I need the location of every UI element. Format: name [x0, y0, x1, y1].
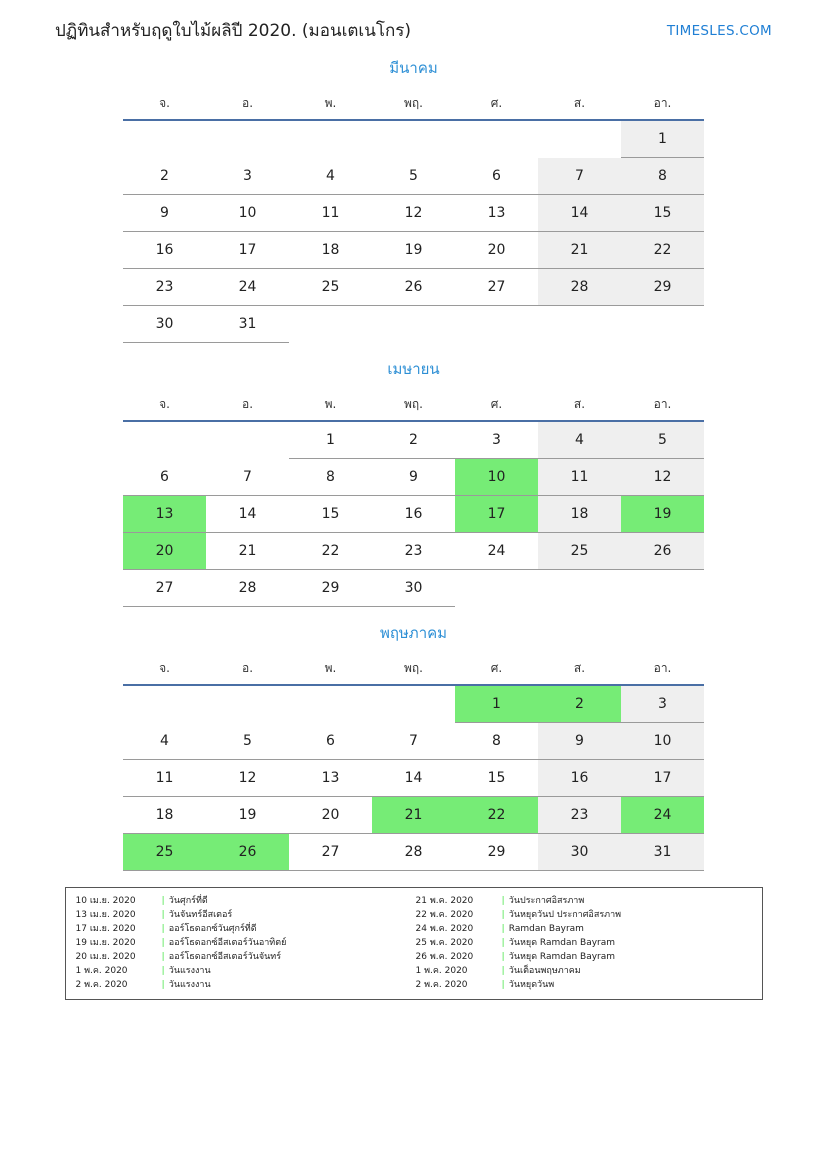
day-cell[interactable]: 31	[621, 834, 704, 871]
day-cell[interactable]: 5	[206, 723, 289, 760]
weekday-header: ศ.	[455, 655, 538, 685]
legend-item-date: 20 เม.ย. 2020	[75, 952, 136, 963]
week-row	[123, 496, 704, 533]
legend-item	[74, 964, 414, 978]
day-cell[interactable]: 19	[206, 797, 289, 834]
day-cell[interactable]: 1	[621, 120, 704, 158]
day-cell[interactable]: 18	[123, 797, 206, 834]
legend-color-swatch-icon: |	[161, 896, 165, 907]
legend-color-swatch-icon: |	[161, 924, 165, 935]
empty-cell	[372, 306, 455, 343]
empty-cell	[206, 685, 289, 723]
day-cell[interactable]: 8	[289, 459, 372, 496]
day-cell[interactable]: 17	[206, 232, 289, 269]
day-cell[interactable]: 23	[372, 533, 455, 570]
day-cell[interactable]: 27	[455, 269, 538, 306]
day-cell[interactable]: 6	[289, 723, 372, 760]
empty-cell	[289, 120, 372, 158]
empty-cell	[289, 685, 372, 723]
legend-item-name: วันศุกร์ที่ดี	[168, 896, 208, 907]
week-row	[123, 232, 704, 269]
legend-item	[414, 936, 754, 950]
empty-cell	[206, 120, 289, 158]
day-cell[interactable]: 5	[621, 421, 704, 459]
page-title: ปฏิทินสำหรับฤดูใบไม้ผลิปี 2020. (มอนเตเนโกร)	[55, 21, 412, 41]
holiday-day-cell[interactable]: 24	[621, 797, 704, 834]
day-cell[interactable]: 16	[372, 496, 455, 533]
day-cell[interactable]: 18	[289, 232, 372, 269]
weekday-header: ส.	[538, 90, 621, 120]
day-cell[interactable]: 24	[206, 269, 289, 306]
week-row	[123, 570, 704, 607]
day-cell[interactable]: 30	[372, 570, 455, 607]
day-cell[interactable]: 6	[123, 459, 206, 496]
day-cell[interactable]: 29	[289, 570, 372, 607]
weekday-header-row	[123, 391, 704, 421]
legend-item-date: 24 พ.ค. 2020	[415, 924, 474, 935]
week-row	[123, 723, 704, 760]
day-cell[interactable]: 12	[621, 459, 704, 496]
weekday-header: อ.	[206, 90, 289, 120]
day-cell[interactable]: 2	[372, 421, 455, 459]
legend-item-name: วันจันทร์อีสเตอร์	[168, 910, 233, 921]
legend-item	[414, 922, 754, 936]
legend-item-date: 26 พ.ค. 2020	[415, 952, 474, 963]
legend-color-swatch-icon: |	[501, 938, 505, 949]
legend-item-date: 22 พ.ค. 2020	[415, 910, 474, 921]
empty-cell	[621, 306, 704, 343]
day-cell[interactable]: 21	[206, 533, 289, 570]
day-cell[interactable]: 10	[621, 723, 704, 760]
month-block	[55, 357, 772, 607]
legend-item-date: 19 เม.ย. 2020	[75, 938, 136, 949]
legend-color-swatch-icon: |	[161, 966, 165, 977]
legend-item-date: 1 พ.ค. 2020	[75, 966, 128, 977]
weekday-header: พฤ.	[372, 90, 455, 120]
day-cell[interactable]: 23	[538, 797, 621, 834]
legend-item-name: ออร์โธดอกซ์อีสเตอร์วันจันทร์	[168, 952, 282, 963]
months-container	[55, 56, 772, 871]
weekday-header: พ.	[289, 90, 372, 120]
weekday-header: ศ.	[455, 90, 538, 120]
day-cell[interactable]: 3	[455, 421, 538, 459]
weekday-header: จ.	[123, 391, 206, 421]
empty-cell	[538, 570, 621, 607]
holiday-day-cell[interactable]: 25	[123, 834, 206, 871]
holiday-day-cell[interactable]: 10	[455, 459, 538, 496]
legend-color-swatch-icon: |	[161, 910, 165, 921]
day-cell[interactable]: 27	[289, 834, 372, 871]
week-row	[123, 195, 704, 232]
day-cell[interactable]: 29	[455, 834, 538, 871]
empty-cell	[206, 421, 289, 459]
empty-cell	[123, 685, 206, 723]
day-cell[interactable]: 2	[123, 158, 206, 195]
week-row	[123, 120, 704, 158]
empty-cell	[538, 306, 621, 343]
day-cell[interactable]: 4	[289, 158, 372, 195]
day-cell[interactable]: 14	[206, 496, 289, 533]
weekday-header: พฤ.	[372, 391, 455, 421]
day-cell[interactable]: 30	[123, 306, 206, 343]
legend-column-right	[414, 894, 754, 992]
weekday-header: อา.	[621, 90, 704, 120]
day-cell[interactable]: 23	[123, 269, 206, 306]
empty-cell	[123, 120, 206, 158]
legend-color-swatch-icon: |	[161, 952, 165, 963]
week-row	[123, 533, 704, 570]
day-cell[interactable]: 5	[372, 158, 455, 195]
weekday-header: พ.	[289, 655, 372, 685]
day-cell[interactable]: 9	[123, 195, 206, 232]
day-cell[interactable]: 6	[455, 158, 538, 195]
legend-item-name: วันหยุดวันป ประกาศอิสรภาพ	[508, 910, 622, 921]
month-table	[123, 655, 704, 871]
day-cell[interactable]: 22	[621, 232, 704, 269]
weekday-header: อ.	[206, 391, 289, 421]
empty-cell	[455, 306, 538, 343]
legend-item-date: 13 เม.ย. 2020	[75, 910, 136, 921]
empty-cell	[289, 306, 372, 343]
legend-item	[74, 978, 414, 992]
legend-color-swatch-icon: |	[501, 952, 505, 963]
day-cell[interactable]: 19	[372, 232, 455, 269]
day-cell[interactable]: 1	[289, 421, 372, 459]
holiday-day-cell[interactable]: 21	[372, 797, 455, 834]
legend-item	[414, 894, 754, 908]
weekday-header: จ.	[123, 90, 206, 120]
weekday-header-row	[123, 655, 704, 685]
legend-item-date: 17 เม.ย. 2020	[75, 924, 136, 935]
day-cell[interactable]: 3	[621, 685, 704, 723]
day-cell[interactable]: 18	[538, 496, 621, 533]
legend-item-name: วันหยุด Ramdan Bayram	[508, 952, 616, 963]
day-cell[interactable]: 28	[538, 269, 621, 306]
holiday-day-cell[interactable]: 2	[538, 685, 621, 723]
weekday-header: อา.	[621, 391, 704, 421]
holiday-day-cell[interactable]: 22	[455, 797, 538, 834]
legend-item-name: ออร์โธดอกซ์อีสเตอร์วันอาทิตย์	[168, 938, 287, 949]
weekday-header: พ.	[289, 391, 372, 421]
legend-item	[414, 950, 754, 964]
legend-item	[74, 950, 414, 964]
legend-item-name: วันเต็อนพฤษภาคม	[508, 966, 581, 977]
legend-item	[414, 964, 754, 978]
page-header	[55, 18, 772, 42]
day-cell[interactable]: 9	[372, 459, 455, 496]
day-cell[interactable]: 29	[621, 269, 704, 306]
month-title: เมษายน	[387, 360, 440, 379]
month-block	[55, 621, 772, 871]
holiday-day-cell[interactable]: 13	[123, 496, 206, 533]
day-cell[interactable]: 9	[538, 723, 621, 760]
day-cell[interactable]: 13	[289, 760, 372, 797]
day-cell[interactable]: 4	[123, 723, 206, 760]
month-title: มีนาคม	[389, 59, 438, 78]
day-cell[interactable]: 25	[538, 533, 621, 570]
month-table	[123, 90, 704, 343]
day-cell[interactable]: 11	[123, 760, 206, 797]
week-row	[123, 269, 704, 306]
holiday-day-cell[interactable]: 1	[455, 685, 538, 723]
week-row	[123, 797, 704, 834]
legend-box	[65, 887, 763, 1000]
legend-color-swatch-icon: |	[161, 938, 165, 949]
day-cell[interactable]: 8	[455, 723, 538, 760]
legend-color-swatch-icon: |	[501, 980, 505, 991]
weekday-header: ส.	[538, 391, 621, 421]
holiday-day-cell[interactable]: 19	[621, 496, 704, 533]
legend-color-swatch-icon: |	[501, 966, 505, 977]
legend-item-date: 10 เม.ย. 2020	[75, 896, 136, 907]
day-cell[interactable]: 20	[289, 797, 372, 834]
week-row	[123, 421, 704, 459]
legend-item	[74, 922, 414, 936]
day-cell[interactable]: 15	[289, 496, 372, 533]
empty-cell	[372, 120, 455, 158]
day-cell[interactable]: 12	[372, 195, 455, 232]
weekday-header: อา.	[621, 655, 704, 685]
legend-item-date: 2 พ.ค. 2020	[75, 980, 128, 991]
day-cell[interactable]: 16	[123, 232, 206, 269]
weekday-header: พฤ.	[372, 655, 455, 685]
legend-item	[414, 978, 754, 992]
weekday-header: ศ.	[455, 391, 538, 421]
legend-item-name: Ramdan Bayram	[508, 924, 584, 935]
week-row	[123, 834, 704, 871]
legend-item-name: วันแรงงาน	[168, 966, 211, 977]
day-cell[interactable]: 15	[621, 195, 704, 232]
legend-item-date: 25 พ.ค. 2020	[415, 938, 474, 949]
legend-item-name: วันแรงงาน	[168, 980, 211, 991]
day-cell[interactable]: 3	[206, 158, 289, 195]
legend-color-swatch-icon: |	[501, 924, 505, 935]
day-cell[interactable]: 11	[538, 459, 621, 496]
day-cell[interactable]: 27	[123, 570, 206, 607]
day-cell[interactable]: 10	[206, 195, 289, 232]
day-cell[interactable]: 28	[206, 570, 289, 607]
day-cell[interactable]: 22	[289, 533, 372, 570]
week-row	[123, 685, 704, 723]
legend-color-swatch-icon: |	[501, 910, 505, 921]
holiday-day-cell[interactable]: 26	[206, 834, 289, 871]
day-cell[interactable]: 13	[455, 195, 538, 232]
legend-item-date: 1 พ.ค. 2020	[415, 966, 468, 977]
legend-item	[74, 894, 414, 908]
empty-cell	[455, 570, 538, 607]
day-cell[interactable]: 28	[372, 834, 455, 871]
empty-cell	[538, 120, 621, 158]
week-row	[123, 760, 704, 797]
day-cell[interactable]: 21	[538, 232, 621, 269]
day-cell[interactable]: 4	[538, 421, 621, 459]
day-cell[interactable]: 25	[289, 269, 372, 306]
empty-cell	[455, 120, 538, 158]
legend-item-name: วันหยุด Ramdan Bayram	[508, 938, 616, 949]
weekday-header-row	[123, 90, 704, 120]
weekday-header: จ.	[123, 655, 206, 685]
legend-item-name: ออร์โธดอกซ์วันศุกร์ที่ดี	[168, 924, 257, 935]
empty-cell	[621, 570, 704, 607]
month-block	[55, 56, 772, 343]
legend-item	[74, 908, 414, 922]
legend-column-left	[74, 894, 414, 992]
week-row	[123, 158, 704, 195]
day-cell[interactable]: 14	[372, 760, 455, 797]
empty-cell	[123, 421, 206, 459]
day-cell[interactable]: 15	[455, 760, 538, 797]
weekday-header: อ.	[206, 655, 289, 685]
day-cell[interactable]: 20	[455, 232, 538, 269]
day-cell[interactable]: 17	[621, 760, 704, 797]
day-cell[interactable]: 7	[206, 459, 289, 496]
day-cell[interactable]: 7	[372, 723, 455, 760]
day-cell[interactable]: 12	[206, 760, 289, 797]
brand-label: TIMESLES.COM	[666, 23, 772, 39]
day-cell[interactable]: 14	[538, 195, 621, 232]
day-cell[interactable]: 7	[538, 158, 621, 195]
day-cell[interactable]: 16	[538, 760, 621, 797]
legend-item-date: 21 พ.ค. 2020	[415, 896, 474, 907]
day-cell[interactable]: 11	[289, 195, 372, 232]
week-row	[123, 306, 704, 343]
holiday-day-cell[interactable]: 17	[455, 496, 538, 533]
legend-item-name: วันประกาศอิสรภาพ	[508, 896, 585, 907]
day-cell[interactable]: 26	[621, 533, 704, 570]
legend-color-swatch-icon: |	[161, 980, 165, 991]
month-title: พฤษภาคม	[379, 624, 448, 643]
day-cell[interactable]: 8	[621, 158, 704, 195]
empty-cell	[372, 685, 455, 723]
legend-color-swatch-icon: |	[501, 896, 505, 907]
day-cell[interactable]: 31	[206, 306, 289, 343]
holiday-day-cell[interactable]: 20	[123, 533, 206, 570]
legend-item-name: วันหยุดวันพ	[508, 980, 555, 991]
legend-item-date: 2 พ.ค. 2020	[415, 980, 468, 991]
weekday-header: ส.	[538, 655, 621, 685]
day-cell[interactable]: 26	[372, 269, 455, 306]
week-row	[123, 459, 704, 496]
legend-item	[414, 908, 754, 922]
day-cell[interactable]: 24	[455, 533, 538, 570]
legend-item	[74, 936, 414, 950]
day-cell[interactable]: 30	[538, 834, 621, 871]
month-table	[123, 391, 704, 607]
